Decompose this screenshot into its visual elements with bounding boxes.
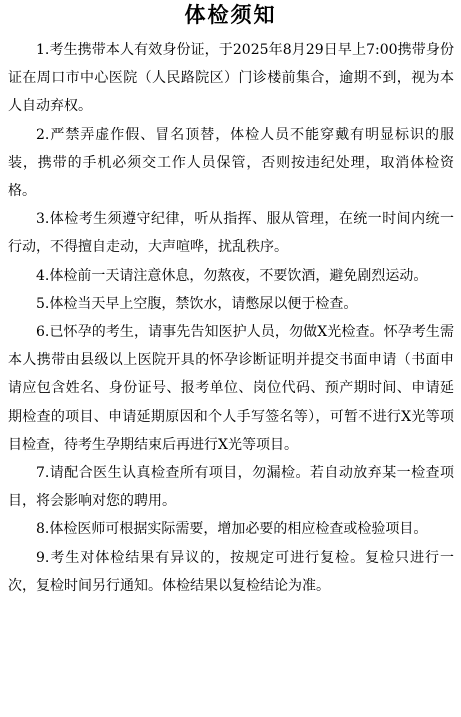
notice-item-6: 6.已怀孕的考生，请事先告知医护人员，勿做X光检查。怀孕考生需本人携带由县级以上医院开具的怀孕诊断证明并提交书面申请（书面申请应包含姓名、身份证号、报考单位、岗位代码、预产期时间、申请延期检查的项目、申请延期原因和个人手写签名等），可暂不进行X光等项目检查，待考生孕期结束后再进行X光等项目。 <box>8 324 454 453</box>
document-body <box>8 36 454 600</box>
notice-item-1: 1.考生携带本人有效身份证，于2025年8月29日早上7:00携带身份证在周口市中心医院（人民路院区）门诊楼前集合，逾期不到，视为本人自动弃权。 <box>8 42 454 115</box>
notice-item-4: 4.体检前一天请注意休息，勿熬夜，不要饮酒，避免剧烈运动。 <box>36 267 428 284</box>
notice-item-8: 8.体检医师可根据实际需要，增加必要的相应检查或检验项目。 <box>36 521 428 538</box>
notice-item-7: 7.请配合医生认真检查所有项目，勿漏检。若自动放弃某一检查项目，将会影响对您的聘用。 <box>8 465 454 510</box>
document-title: 体检须知 <box>184 3 277 27</box>
notice-item-9: 9.考生对体检结果有异议的，按规定可进行复检。复检只进行一次，复检时间另行通知。体检结果以复检结论为准。 <box>8 549 454 594</box>
notice-item-5: 5.体检当天早上空腹，禁饮水，请憋尿以便于检查。 <box>36 295 358 312</box>
notice-item-3: 3.体检考生须遵守纪律，听从指挥、服从管理，在统一时间内统一行动，不得擅自走动，大声喧哗，扰乱秩序。 <box>8 211 454 256</box>
notice-item-2: 2.严禁弄虚作假、冒名顶替，体检人员不能穿戴有明显标识的服装，携带的手机必须交工作人员保管，否则按违纪处理，取消体检资格。 <box>8 126 454 200</box>
